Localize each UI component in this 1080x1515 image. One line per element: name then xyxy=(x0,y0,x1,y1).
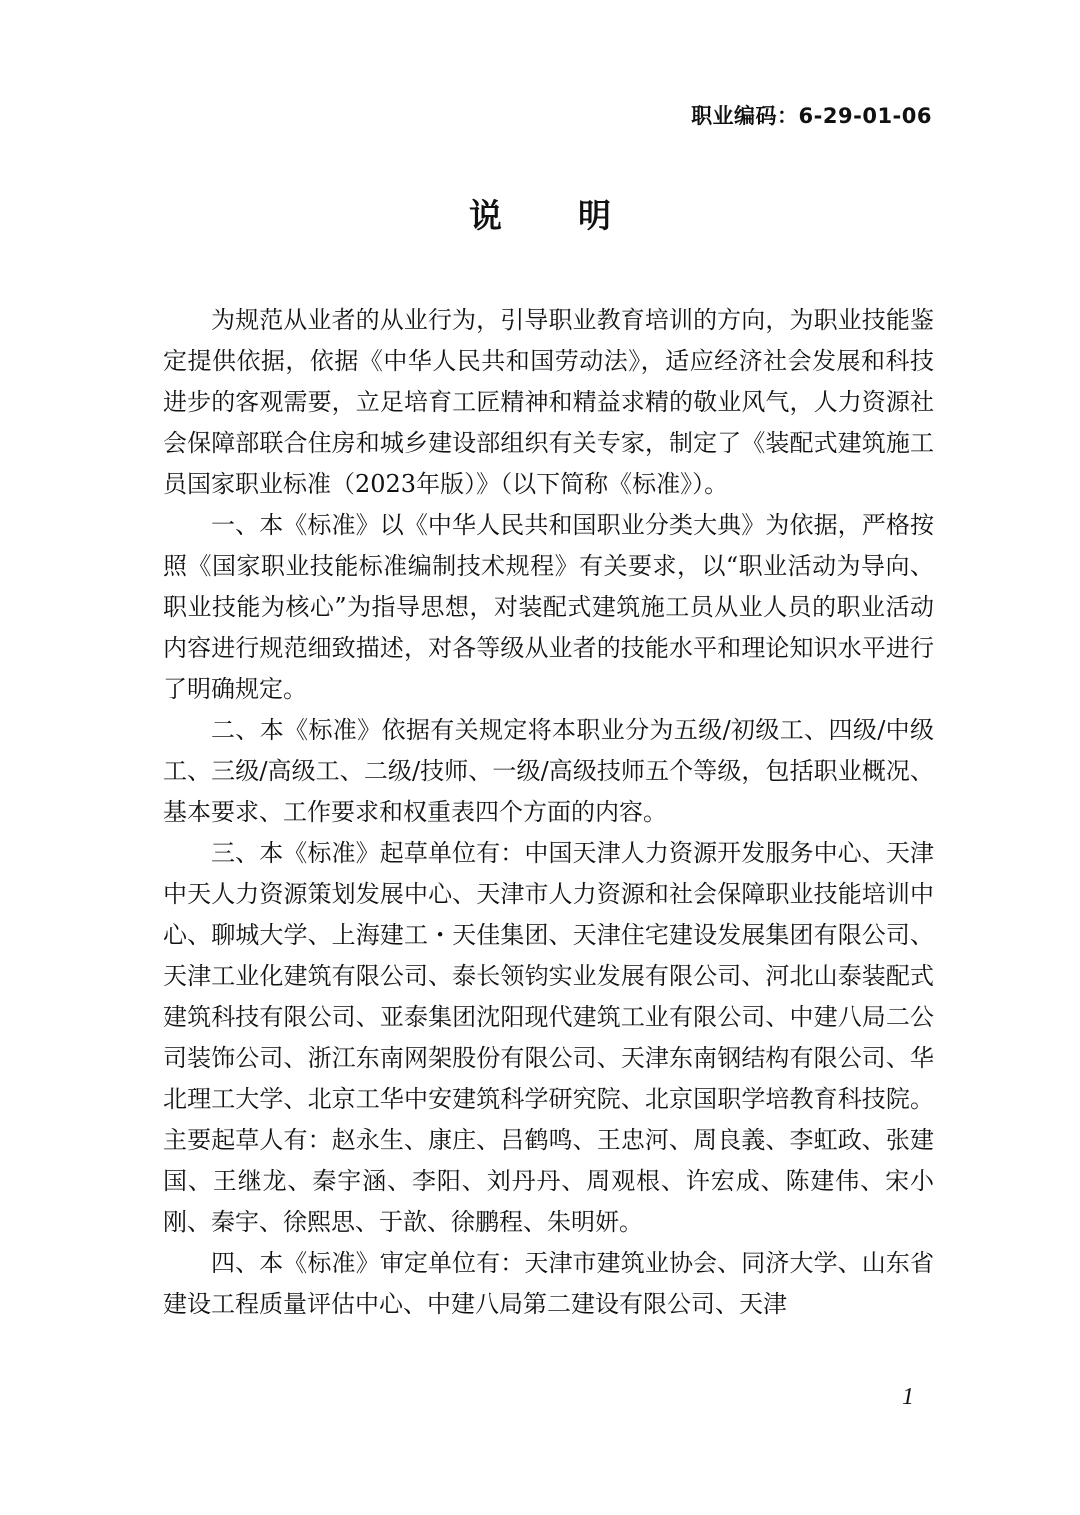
occupation-code: 职业编码：6-29-01-06 xyxy=(691,104,932,128)
paragraph-intro: 为规范从业者的从业行为，引导职业教育培训的方向，为职业技能鉴定提供依据，依据《中华人民共和国劳动法》，适应经济社会发展和科技进步的客观需要，立足培育工匠精神和精益求精的敬业风气，人力资源社会保障部联合住房和城乡建设部组织有关专家，制定了《装配式建筑施工员国家职业标准（2023年版）》（以下简称《标准》）。 xyxy=(163,306,934,498)
paragraph-four: 四、本《标准》审定单位有：天津市建筑业协会、同济大学、山东省建设工程质量评估中心、中建八局第二建设有限公司、天津 xyxy=(163,1249,934,1318)
page-number: 1 xyxy=(902,1384,914,1410)
document-body xyxy=(163,300,934,1325)
paragraph-three: 三、本《标准》起草单位有：中国天津人力资源开发服务中心、天津中天人力资源策划发展中心、天津市人力资源和社会保障职业技能培训中心、聊城大学、上海建工・天佳集团、天津住宅建设发展集团有限公司、天津工业化建筑有限公司、泰长领钧实业发展有限公司、河北山泰装配式建筑科技有限公司、亚泰集团沈阳现代建筑工业有限公司、中建八局二公司装饰公司、浙江东南网架股份有限公司、天津东南钢结构有限公司、华北理工大学、北京工华中安建筑科学研究院、北京国职学培教育科技院。主要起草人有：赵永生、康庄、吕鹤鸣、王忠河、周良義、李虹政、张建国、王继龙、秦宇涵、李阳、刘丹丹、周观根、许宏成、陈建伟、宋小刚、秦宇、徐熙思、于歆、徐鹏程、朱明妍。 xyxy=(163,839,934,1236)
paragraph-one: 一、本《标准》以《中华人民共和国职业分类大典》为依据，严格按照《国家职业技能标准编制技术规程》有关要求，以“职业活动为导向、职业技能为核心”为指导思想，对装配式建筑施工员从业人员的职业活动内容进行规范细致描述，对各等级从业者的技能水平和理论知识水平进行了明确规定。 xyxy=(163,511,934,703)
page-title: 说明 xyxy=(469,196,687,235)
paragraph-two: 二、本《标准》依据有关规定将本职业分为五级/初级工、四级/中级工、三级/高级工、二级/技师、一级/高级技师五个等级，包括职业概况、基本要求、工作要求和权重表四个方面的内容。 xyxy=(163,716,934,826)
